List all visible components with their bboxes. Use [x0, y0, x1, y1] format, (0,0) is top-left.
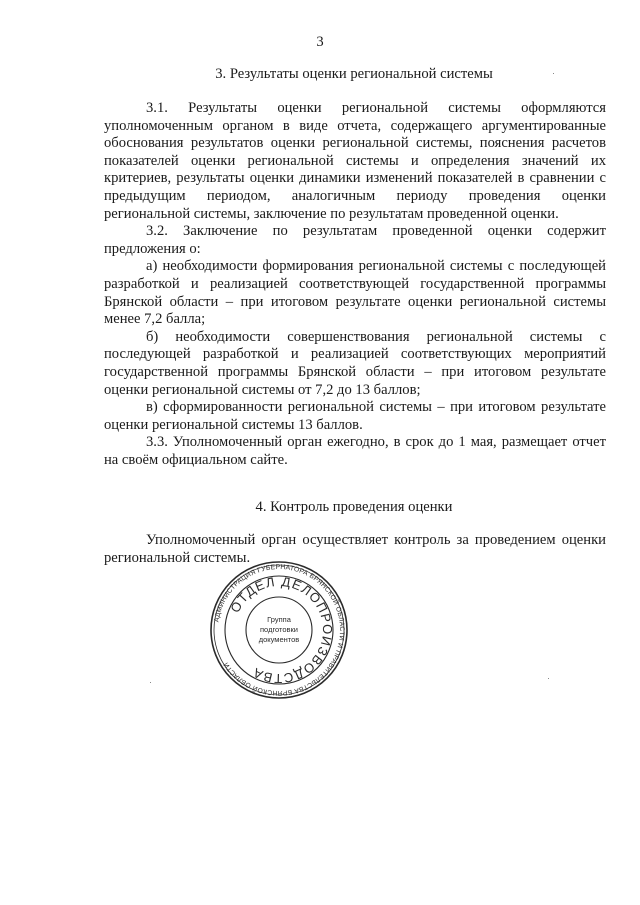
section-3-title: 3. Результаты оценки региональной системы: [215, 66, 493, 82]
paragraph-3-2-a: а) необходимости формирования региональной системы с последующей разработкой и реализацией соответствующей государственной программы Брянской области – при итоговом результате оценки региональной системы менее 7,2 балла;: [104, 258, 606, 328]
section-4-title: 4. Контроль проведения оценки: [255, 499, 453, 515]
paragraph-3-2-v: в) сформированности региональной системы – при итоговом результате оценки региональной системы 13 баллов.: [104, 399, 606, 433]
stamp-center-line-3: документов: [258, 635, 300, 644]
section-3-body: [104, 100, 606, 469]
office-stamp: [209, 560, 349, 706]
paragraph-3-3: 3.3. Уполномоченный орган ежегодно, в срок до 1 мая, размещает отчет на своём официальном сайте.: [104, 434, 606, 468]
stamp-middle-text: ОТДЕЛ ДЕЛОПРОИЗВОДСТВА: [227, 573, 336, 687]
stamp-center-line-1: Группа: [267, 615, 291, 624]
stamp-center-line-2: подготовки: [260, 625, 298, 634]
paragraph-4-1: Уполномоченный орган осуществляет контроль за проведением оценки региональной системы.: [104, 532, 606, 566]
stamp-outer-text: АДМИНИСТРАЦИЯ ГУБЕРНАТОРА БРЯНСКОЙ ОБЛАСТИ И ПРАВИТЕЛЬСТВА БРЯНСКОЙ ОБЛАСТИ: [213, 563, 346, 697]
section-4-body: [104, 532, 606, 567]
paragraph-3-2: 3.2. Заключение по результатам проведенной оценки содержит предложения о:: [104, 223, 606, 257]
stamp-seal: [209, 560, 349, 700]
paragraph-3-2-b: б) необходимости совершенствования региональной системы с последующей разработкой и реализацией соответствующих мероприятий государственной программы Брянской области – при итоговом результате оценки региональной системы от 7,2 до 13 баллов;: [104, 328, 606, 398]
page-number: 3: [316, 34, 324, 50]
paragraph-3-1: 3.1. Результаты оценки региональной системы оформляются уполномоченным органом в виде отчета, содержащего аргументированные обоснования результатов оценки региональной системы, пояснения расчетов показателей оценки региональной системы и определения значений их критериев, результаты оценки динамики изменений показателей в сравнении с предыдущим периодом, аналогичным периоду проведения оценки региональной системы, заключение по результатам проведенной оценки.: [104, 100, 606, 222]
